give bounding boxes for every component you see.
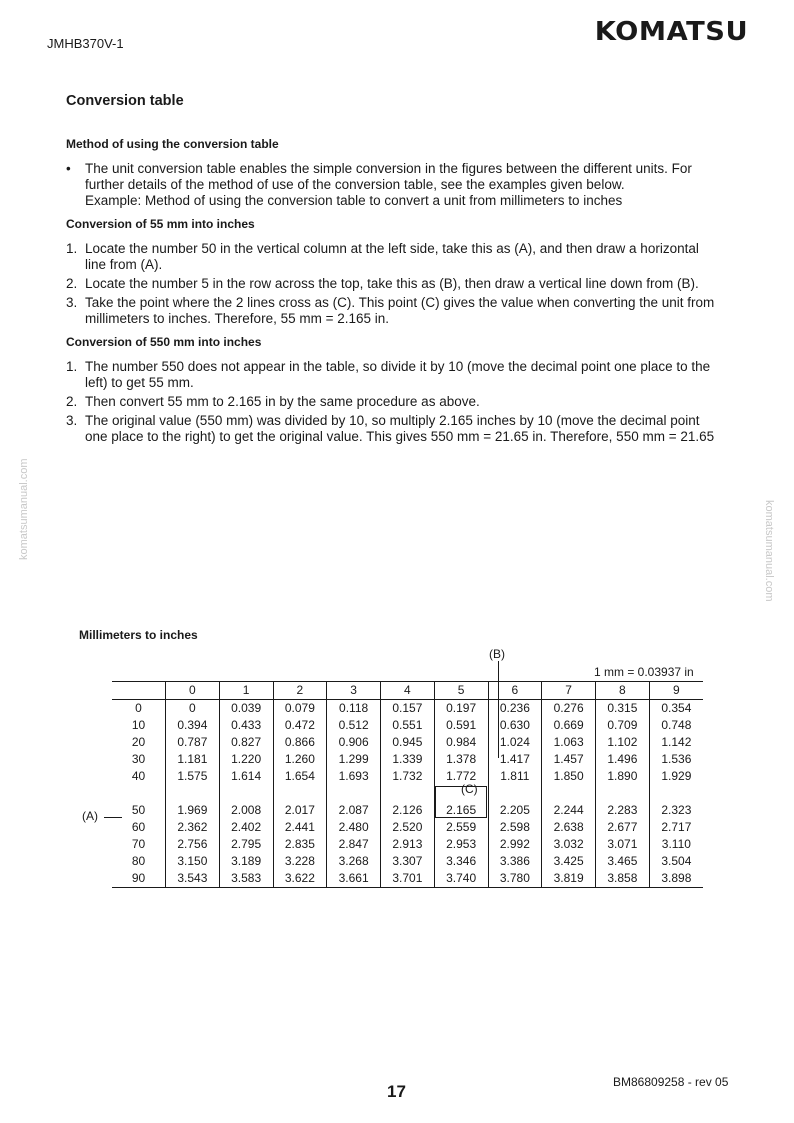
table-cell: 0.591 bbox=[434, 717, 488, 734]
table-cell: 1.654 bbox=[273, 768, 327, 785]
document-code: JMHB370V-1 bbox=[47, 36, 124, 51]
table-cell: 0.827 bbox=[219, 734, 273, 751]
table-row bbox=[112, 734, 703, 751]
label-c: (C) bbox=[461, 782, 478, 796]
table-cell: 2.126 bbox=[381, 785, 435, 819]
table-cell: 2.402 bbox=[219, 819, 273, 836]
table-cell: 2.244 bbox=[542, 785, 596, 819]
row-header-mm: 10 bbox=[131, 718, 146, 732]
table-cell: 0.079 bbox=[273, 700, 327, 718]
conv550-step: 3. The original value (550 mm) was divided by 10, so multiply 2.165 inches by 10 (move the decimal point one place to the right) to get the original value. This gives 550 mm = 21.65 in. Therefore, 550 mm = 21.65 bbox=[66, 413, 715, 444]
table-cell: 0.551 bbox=[381, 717, 435, 734]
conv55-step: 2. Locate the number 5 in the row across the top, take this as (B), then draw a vertical line down from (B). bbox=[66, 276, 699, 291]
table-row bbox=[112, 717, 703, 734]
table-cell: 2.795 bbox=[219, 836, 273, 853]
watermark-left: komatsumanual.com bbox=[18, 458, 30, 560]
table-cell: 2.677 bbox=[596, 819, 650, 836]
column-header: 8 bbox=[596, 682, 650, 700]
table-cell: 0.906 bbox=[327, 734, 381, 751]
table-row bbox=[112, 819, 703, 836]
table-cell: 0.472 bbox=[273, 717, 327, 734]
table-cell: 3.228 bbox=[273, 853, 327, 870]
table-cell: 0.512 bbox=[327, 717, 381, 734]
conversion-ratio: 1 mm = 0.03937 in bbox=[594, 665, 694, 679]
table-title: Millimeters to inches bbox=[79, 628, 198, 642]
table-cell: 1.732 bbox=[381, 768, 435, 785]
table-cell: 2.638 bbox=[542, 819, 596, 836]
method-bullet-text: The unit conversion table enables the simple conversion in the figures between the different units. For further details of the method of use of the conversion table, see the examples given below. bbox=[85, 161, 692, 192]
table-cell: 0.630 bbox=[488, 717, 542, 734]
table-cell: 1.063 bbox=[542, 734, 596, 751]
table-header-row bbox=[112, 682, 703, 700]
table-cell: 3.543 bbox=[166, 870, 220, 888]
conv550-step: 2. Then convert 55 mm to 2.165 in by the same procedure as above. bbox=[66, 394, 480, 409]
table-cell: 0.866 bbox=[273, 734, 327, 751]
row-header-mm: 30 bbox=[131, 752, 146, 766]
table-cell: 3.307 bbox=[381, 853, 435, 870]
conversion-table bbox=[112, 681, 703, 888]
table-cell: 0.118 bbox=[327, 700, 381, 718]
table-cell: 1.024 bbox=[488, 734, 542, 751]
table-cell: 0.394 bbox=[166, 717, 220, 734]
table-cell: 0.984 bbox=[434, 734, 488, 751]
table-cell: 3.583 bbox=[219, 870, 273, 888]
table-cell: 1.457 bbox=[542, 751, 596, 768]
table-cell: 1.811 bbox=[488, 768, 542, 785]
table-cell: 1.260 bbox=[273, 751, 327, 768]
revision-code: BM86809258 - rev 05 bbox=[613, 1075, 729, 1089]
table-cell: 0.236 bbox=[488, 700, 542, 718]
table-cell: 3.189 bbox=[219, 853, 273, 870]
table-cell: 1.575 bbox=[166, 768, 220, 785]
table-cell: 2.017 bbox=[273, 785, 327, 819]
table-cell: 3.110 bbox=[649, 836, 703, 853]
table-cell: 2.008 bbox=[219, 785, 273, 819]
page-number: 17 bbox=[387, 1082, 406, 1101]
table-cell: 0.748 bbox=[649, 717, 703, 734]
table-cell: 2.835 bbox=[273, 836, 327, 853]
row-header-mm: 0 bbox=[135, 701, 142, 715]
row-header-mm: 40 bbox=[131, 769, 146, 783]
table-cell: 2.480 bbox=[327, 819, 381, 836]
table-cell: 1.378 bbox=[434, 751, 488, 768]
column-header: 4 bbox=[381, 682, 435, 700]
row-header-mm: 60 bbox=[131, 820, 146, 834]
table-cell: 1.339 bbox=[381, 751, 435, 768]
column-header: 6 bbox=[488, 682, 542, 700]
conv550-heading: Conversion of 550 mm into inches bbox=[66, 335, 262, 349]
row-header-mm: 80 bbox=[131, 854, 146, 868]
table-row bbox=[112, 853, 703, 870]
table-body bbox=[112, 700, 703, 888]
table-cell: 1.850 bbox=[542, 768, 596, 785]
table-cell: 0.787 bbox=[166, 734, 220, 751]
table-cell: 0.354 bbox=[649, 700, 703, 718]
column-header: 9 bbox=[649, 682, 703, 700]
table-cell: 1.220 bbox=[219, 751, 273, 768]
conv55-step: 3. Take the point where the 2 lines cross as (C). This point (C) gives the value when converting the unit from millimeters to inches. Therefore, 55 mm = 2.165 in. bbox=[66, 295, 715, 326]
table-cell: 3.346 bbox=[434, 853, 488, 870]
bullet-mark: • bbox=[66, 161, 71, 176]
table-cell: 3.701 bbox=[381, 870, 435, 888]
table-cell: 1.102 bbox=[596, 734, 650, 751]
table-cell: 3.661 bbox=[327, 870, 381, 888]
table-cell: 2.283 bbox=[596, 785, 650, 819]
row-header-mm: 20 bbox=[131, 735, 146, 749]
table-cell: 2.323 bbox=[649, 785, 703, 819]
table-cell: 3.032 bbox=[542, 836, 596, 853]
table-cell: 3.268 bbox=[327, 853, 381, 870]
table-cell: 1.614 bbox=[219, 768, 273, 785]
table-cell: 3.465 bbox=[596, 853, 650, 870]
row-header-mm: 90 bbox=[112, 870, 166, 888]
section-title: Conversion table bbox=[66, 93, 184, 109]
table-row bbox=[112, 751, 703, 768]
table-cell: 3.386 bbox=[488, 853, 542, 870]
table-cell: 2.953 bbox=[434, 836, 488, 853]
table-cell: 0.039 bbox=[219, 700, 273, 718]
highlighted-cell: 2.165 bbox=[434, 785, 488, 819]
column-header: 5 bbox=[434, 682, 488, 700]
table-cell: 1.496 bbox=[596, 751, 650, 768]
table-row bbox=[112, 768, 703, 785]
table-cell: 2.913 bbox=[381, 836, 435, 853]
table-cell: 3.898 bbox=[649, 870, 703, 888]
table-cell: 0 bbox=[166, 700, 220, 718]
table-cell: 1.772 bbox=[434, 768, 488, 785]
table-cell: 3.425 bbox=[542, 853, 596, 870]
table-cell: 0.433 bbox=[219, 717, 273, 734]
column-header: 7 bbox=[542, 682, 596, 700]
table-cell: 2.362 bbox=[166, 819, 220, 836]
table-cell: 0.709 bbox=[596, 717, 650, 734]
table-cell: 3.071 bbox=[596, 836, 650, 853]
column-header: 0 bbox=[166, 682, 220, 700]
row-header-mm: 70 bbox=[131, 837, 146, 851]
table-cell: 1.693 bbox=[327, 768, 381, 785]
table-row bbox=[112, 785, 703, 819]
komatsu-logo: KOMATSU bbox=[594, 17, 748, 47]
table-cell: 0.157 bbox=[381, 700, 435, 718]
watermark-right: komatsumanual.com bbox=[763, 500, 775, 602]
table-cell: 0.945 bbox=[381, 734, 435, 751]
table-cell: 1.929 bbox=[649, 768, 703, 785]
table-cell: 1.969 bbox=[166, 785, 220, 819]
table-cell: 1.417 bbox=[488, 751, 542, 768]
table-cell: 3.740 bbox=[434, 870, 488, 888]
column-header: 3 bbox=[327, 682, 381, 700]
table-cell: 2.441 bbox=[273, 819, 327, 836]
method-heading: Method of using the conversion table bbox=[66, 137, 279, 151]
row-header-mm: 50 bbox=[131, 803, 146, 817]
table-cell: 3.504 bbox=[649, 853, 703, 870]
instructions bbox=[66, 136, 722, 448]
table-cell: 2.559 bbox=[434, 819, 488, 836]
conv550-step: 1. The number 550 does not appear in the table, so divide it by 10 (move the decimal point one place to the left) to get 55 mm. bbox=[66, 359, 711, 390]
column-header: 1 bbox=[219, 682, 273, 700]
method-example-text: Example: Method of using the conversion table to convert a unit from millimeters to inches bbox=[85, 193, 623, 208]
table-cell: 2.992 bbox=[488, 836, 542, 853]
table-cell: 1.181 bbox=[166, 751, 220, 768]
table-row bbox=[112, 870, 703, 888]
table-cell: 3.780 bbox=[488, 870, 542, 888]
table-cell: 0.669 bbox=[542, 717, 596, 734]
table-cell: 2.598 bbox=[488, 819, 542, 836]
table-cell: 1.536 bbox=[649, 751, 703, 768]
table-cell: 3.150 bbox=[166, 853, 220, 870]
label-a: (A) bbox=[82, 809, 98, 823]
method-bullet bbox=[66, 161, 722, 209]
table-cell: 2.756 bbox=[166, 836, 220, 853]
table-cell: 3.858 bbox=[596, 870, 650, 888]
table-cell: 2.205 bbox=[488, 785, 542, 819]
label-b: (B) bbox=[489, 647, 505, 661]
table-cell: 0.197 bbox=[434, 700, 488, 718]
table-cell: 1.299 bbox=[327, 751, 381, 768]
table-cell: 2.087 bbox=[327, 785, 381, 819]
conv55-heading: Conversion of 55 mm into inches bbox=[66, 217, 255, 231]
table-cell: 1.890 bbox=[596, 768, 650, 785]
table-row bbox=[112, 836, 703, 853]
table-cell: 2.847 bbox=[327, 836, 381, 853]
table-cell: 0.276 bbox=[542, 700, 596, 718]
table-cell: 2.520 bbox=[381, 819, 435, 836]
table-cell: 3.622 bbox=[273, 870, 327, 888]
conv55-step: 1. Locate the number 50 in the vertical column at the left side, take this as (A), and then draw a horizontal line from (A). bbox=[66, 241, 699, 272]
column-header: 2 bbox=[273, 682, 327, 700]
table-cell: 2.717 bbox=[649, 819, 703, 836]
table-row bbox=[112, 700, 703, 718]
table-cell: 0.315 bbox=[596, 700, 650, 718]
table-cell: 1.142 bbox=[649, 734, 703, 751]
header-corner bbox=[112, 682, 166, 700]
table-cell: 3.819 bbox=[542, 870, 596, 888]
